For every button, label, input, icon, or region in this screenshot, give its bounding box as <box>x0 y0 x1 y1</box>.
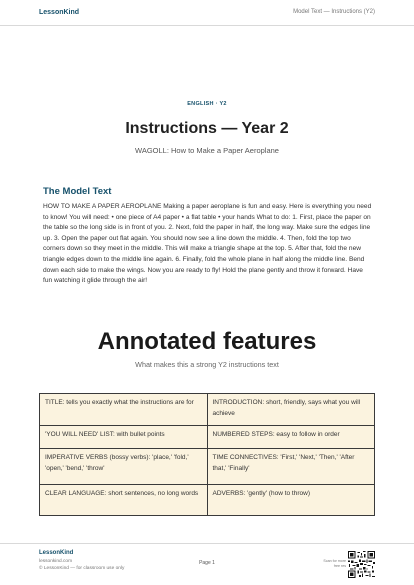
model-text-body: HOW TO MAKE A PAPER AEROPLANE Making a paper aeroplane is fun and easy. Here is everything you need to know! You will need: • one piece of A4 paper • a flat table • your hands What to do: 1. First, place the paper on the table so the long side is in front of you. 2. Next, fold the paper in half, the long way. Make sure the edges line up. 3. Open the paper out flat again. You should now see a line down the middle. 4. Then, fold the top two corners down so they meet in the middle. This will make a triangle shape at the top. 5. After that, fold the new triangle edges down to the middle line again. 6. Finally, fold the whole plane in half along the middle line. Bend down each side to make the wings. Now you are ready to fly! Hold the plane gently and throw it forward. Have fun watching it glide through the air! <box>43 203 372 285</box>
model-text-heading: The Model Text <box>43 186 112 197</box>
page-title: Instructions — Year 2 <box>125 120 289 137</box>
feature-cell: CLEAR LANGUAGE: short sentences, no long words <box>40 485 208 516</box>
scan-caption: Scan for more free res <box>323 559 346 568</box>
qr-code-icon[interactable] <box>348 551 375 578</box>
feature-cell: TITLE: tells you exactly what the instructions are for <box>40 394 208 426</box>
page-number: Page 1 <box>199 560 215 566</box>
table-row <box>40 394 375 426</box>
document-label: Model Text — Instructions (Y2) <box>293 9 375 15</box>
feature-cell: INTRODUCTION: short, friendly, says what you will achieve <box>207 394 375 426</box>
annotated-features-heading: Annotated features <box>97 328 317 355</box>
page-subtitle: WAGOLL: How to Make a Paper Aeroplane <box>135 146 279 155</box>
footer-site-link[interactable]: lessonkind.com <box>39 559 73 564</box>
feature-cell: NUMBERED STEPS: easy to follow in order <box>207 426 375 449</box>
footer-brand[interactable]: LessonKind <box>39 550 74 556</box>
feature-cell: TIME CONNECTIVES: 'First,' 'Next,' 'Then,' 'After that,' 'Finally' <box>207 449 375 485</box>
table-row <box>40 426 375 449</box>
footer-copyright: © LessonKind — for classroom use only <box>39 566 125 571</box>
table-row <box>40 485 375 516</box>
page-footer <box>0 543 414 585</box>
brand-logo-text[interactable]: LessonKind <box>39 9 80 16</box>
feature-cell: 'YOU WILL NEED' LIST: with bullet points <box>40 426 208 449</box>
subject-kicker: ENGLISH · Y2 <box>187 101 227 107</box>
feature-cell: IMPERATIVE VERBS (bossy verbs): 'place,' 'fold,' 'open,' 'bend,' 'throw' <box>40 449 208 485</box>
features-table <box>39 393 375 516</box>
annotated-features-subheading: What makes this a strong Y2 instructions text <box>135 360 279 369</box>
top-bar <box>0 0 414 26</box>
feature-cell: ADVERBS: 'gently' (how to throw) <box>207 485 375 516</box>
table-row <box>40 449 375 485</box>
